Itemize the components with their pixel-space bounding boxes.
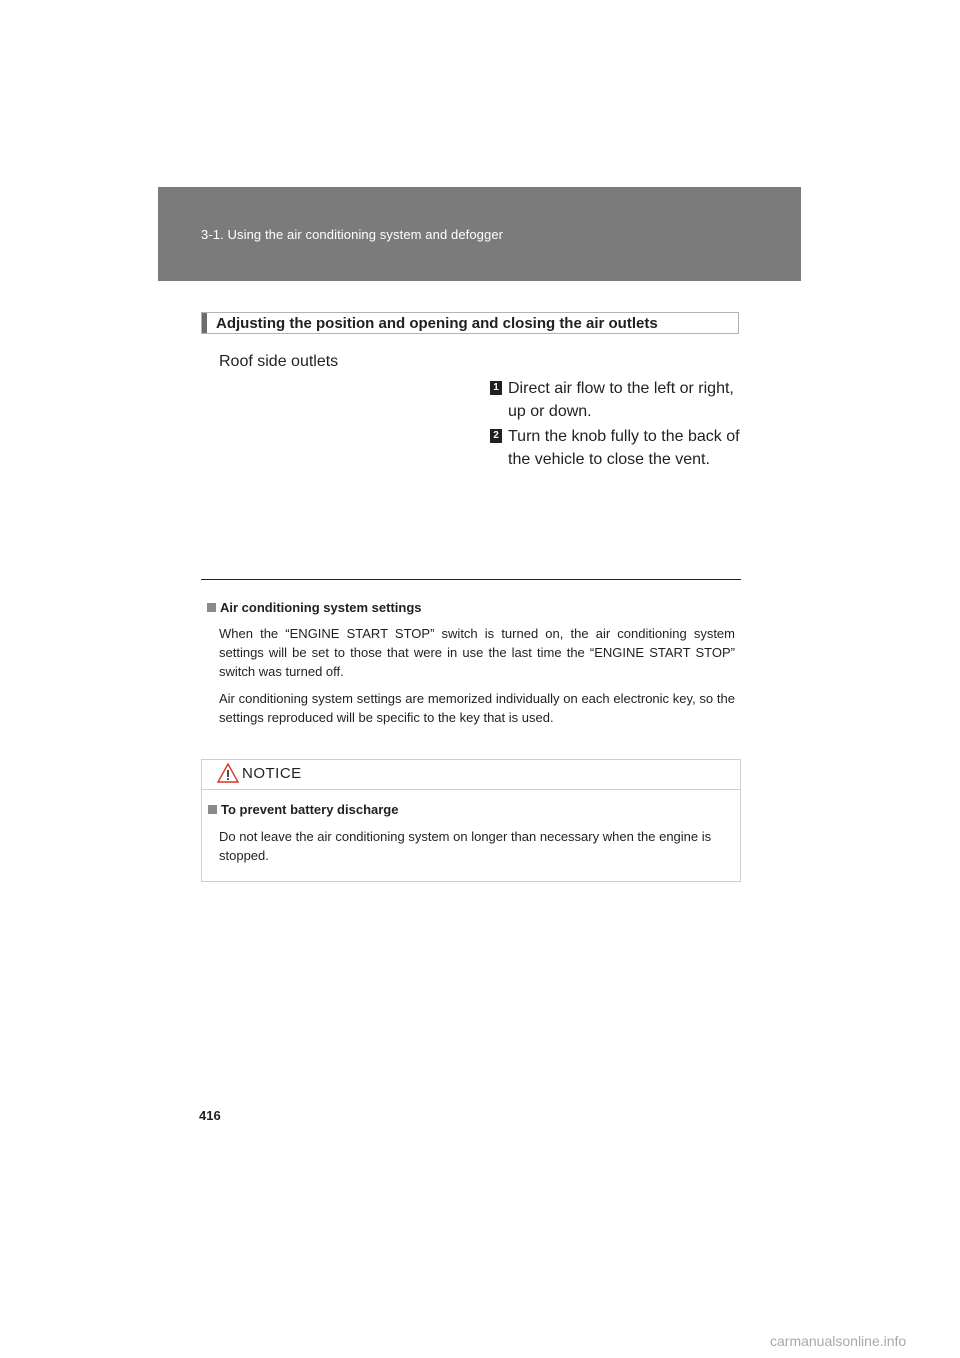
step-text-2: Turn the knob fully to the back of the vehicle to close the vent. — [508, 428, 740, 468]
square-bullet-icon — [207, 603, 216, 612]
divider-rule — [201, 579, 741, 580]
heading-accent-bar — [202, 313, 207, 333]
note-paragraph-2: Air conditioning system settings are memorized individually on each electronic key, so the settings reproduced will be specific to the key that is used. — [219, 691, 735, 725]
step-1 — [490, 377, 745, 423]
section-heading — [201, 312, 739, 334]
page-number: 416 — [199, 1108, 221, 1123]
note-title — [207, 600, 422, 615]
subheading: Roof side outlets — [219, 353, 339, 370]
notice-label: NOTICE — [242, 765, 302, 782]
step-2 — [490, 425, 745, 471]
heading-text: Adjusting the position and opening and closing the air outlets — [216, 315, 658, 332]
note-title-text: Air conditioning system settings — [220, 600, 422, 615]
notice-title-text: To prevent battery discharge — [221, 802, 399, 817]
notice-text: Do not leave the air conditioning system on longer than necessary when the engine is stopped. — [219, 829, 712, 863]
step-text-1: Direct air flow to the left or right, up or down. — [508, 380, 734, 420]
note-paragraph-1: When the “ENGINE START STOP” switch is turned on, the air conditioning system settings will be set to those that were in use the last time the “ENGINE START STOP” switch was turned off. — [219, 626, 735, 679]
header-band — [158, 187, 801, 281]
watermark: carmanualsonline.info — [770, 1333, 907, 1349]
notice-divider — [202, 789, 740, 790]
section-title: 3-1. Using the air conditioning system and defogger — [201, 227, 504, 242]
notice-box — [201, 759, 741, 882]
notice-title — [208, 802, 398, 817]
step-number-1: 1 — [490, 381, 502, 395]
step-number-2: 2 — [490, 429, 502, 443]
warning-triangle-icon — [217, 763, 239, 783]
square-bullet-icon — [208, 805, 217, 814]
